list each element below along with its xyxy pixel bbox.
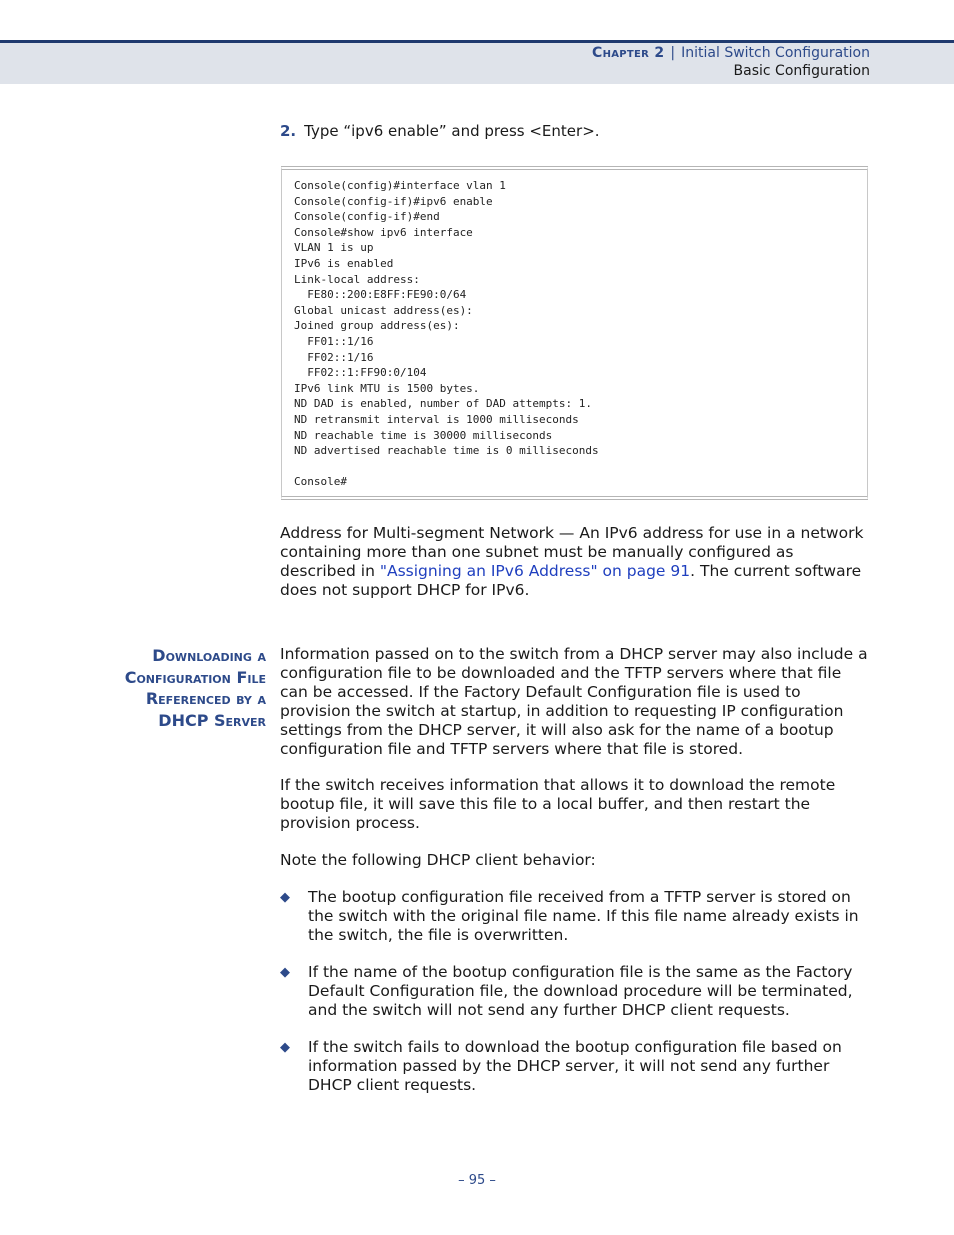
section-heading [76, 645, 266, 731]
diamond-bullet-icon: ◆ [280, 965, 290, 980]
chapter-title: Initial Switch Configuration [681, 45, 870, 61]
heading-line: DHCP Server [158, 710, 266, 730]
list-item [280, 1038, 870, 1095]
body-paragraph: Note the following DHCP client behavior: [280, 851, 596, 869]
running-header-subsection: Basic Configuration [733, 63, 870, 79]
cross-reference-link[interactable]: "Assigning an IPv6 Address" on page 91 [379, 562, 691, 580]
step-number: 2. [280, 122, 297, 140]
running-header-chapter [592, 45, 870, 61]
body-paragraph: If the switch receives information that allows it to download the remote bootup file, it will save this file to a local buffer, and then restart the provision process. [280, 776, 836, 832]
step-item [280, 122, 600, 140]
heading-line: Referenced by a [145, 689, 266, 708]
heading-line: Configuration File [124, 667, 266, 687]
address-text: Address for Multi-segment Network — An IPv6 address for use in a network containing more than one subnet must be manually configured as described in [280, 524, 864, 580]
body-paragraph: Information passed on to the switch from a DHCP server may also include a configuration file to be downloaded and the TFTP servers where that file can be accessed. If the Factory Default Configuration file is used to provision the switch at startup, in addition to requesting IP configuration settings from the DHCP server, it will also ask for the name of a bootup configuration file and TFTP servers where that file is stored. [280, 645, 868, 758]
list-item [280, 888, 870, 945]
heading-line: Downloading a [152, 646, 266, 665]
chapter-label: Chapter 2 [592, 45, 665, 61]
list-item-text: If the switch fails to download the bootup configuration file based on information passed by the DHCP server, it will not send any further DHCP client requests. [308, 1038, 842, 1094]
step-text: Type “ipv6 enable” and press <Enter>. [304, 122, 600, 140]
code-example-box [281, 166, 868, 500]
list-item-text: The bootup configuration file received from a TFTP server is stored on the switch with the original file name. If this file name already exists in the switch, the file is overwritten. [308, 888, 859, 944]
list-item-text: If the name of the bootup configuration file is the same as the Factory Default Configuration file, the download procedure will be terminated, and the switch will not send any further DHCP client requests. [308, 963, 853, 1019]
diamond-bullet-icon: ◆ [280, 890, 290, 905]
page-number: – 95 – [458, 1173, 496, 1188]
address-text-end: . The current software does not support DHCP for IPv6. [280, 562, 862, 599]
diamond-bullet-icon: ◆ [280, 1040, 290, 1055]
list-item [280, 963, 870, 1020]
address-paragraph [280, 524, 870, 600]
header-separator: | [670, 45, 676, 61]
console-output: Console(config)#interface vlan 1 Console(config-if)#ipv6 enable Console(config-if)#end Console#show ipv6 interface VLAN 1 is up IPv6 is enabled Link-local address: FE80::200:E8FF:FE90:0/64 Global unicast address(es): Joined group address(es): FF01::1/16 FF02::1/16 FF02::1:FF90:0/104 IPv6 link MTU is 1500 bytes. ND DAD is enabled, number of DAD attempts: 1. ND retransmit interval is 1000 milliseconds ND reachable time is 30000 milliseconds ND advertised reachable time is 0 milliseconds Console# [294, 179, 599, 489]
